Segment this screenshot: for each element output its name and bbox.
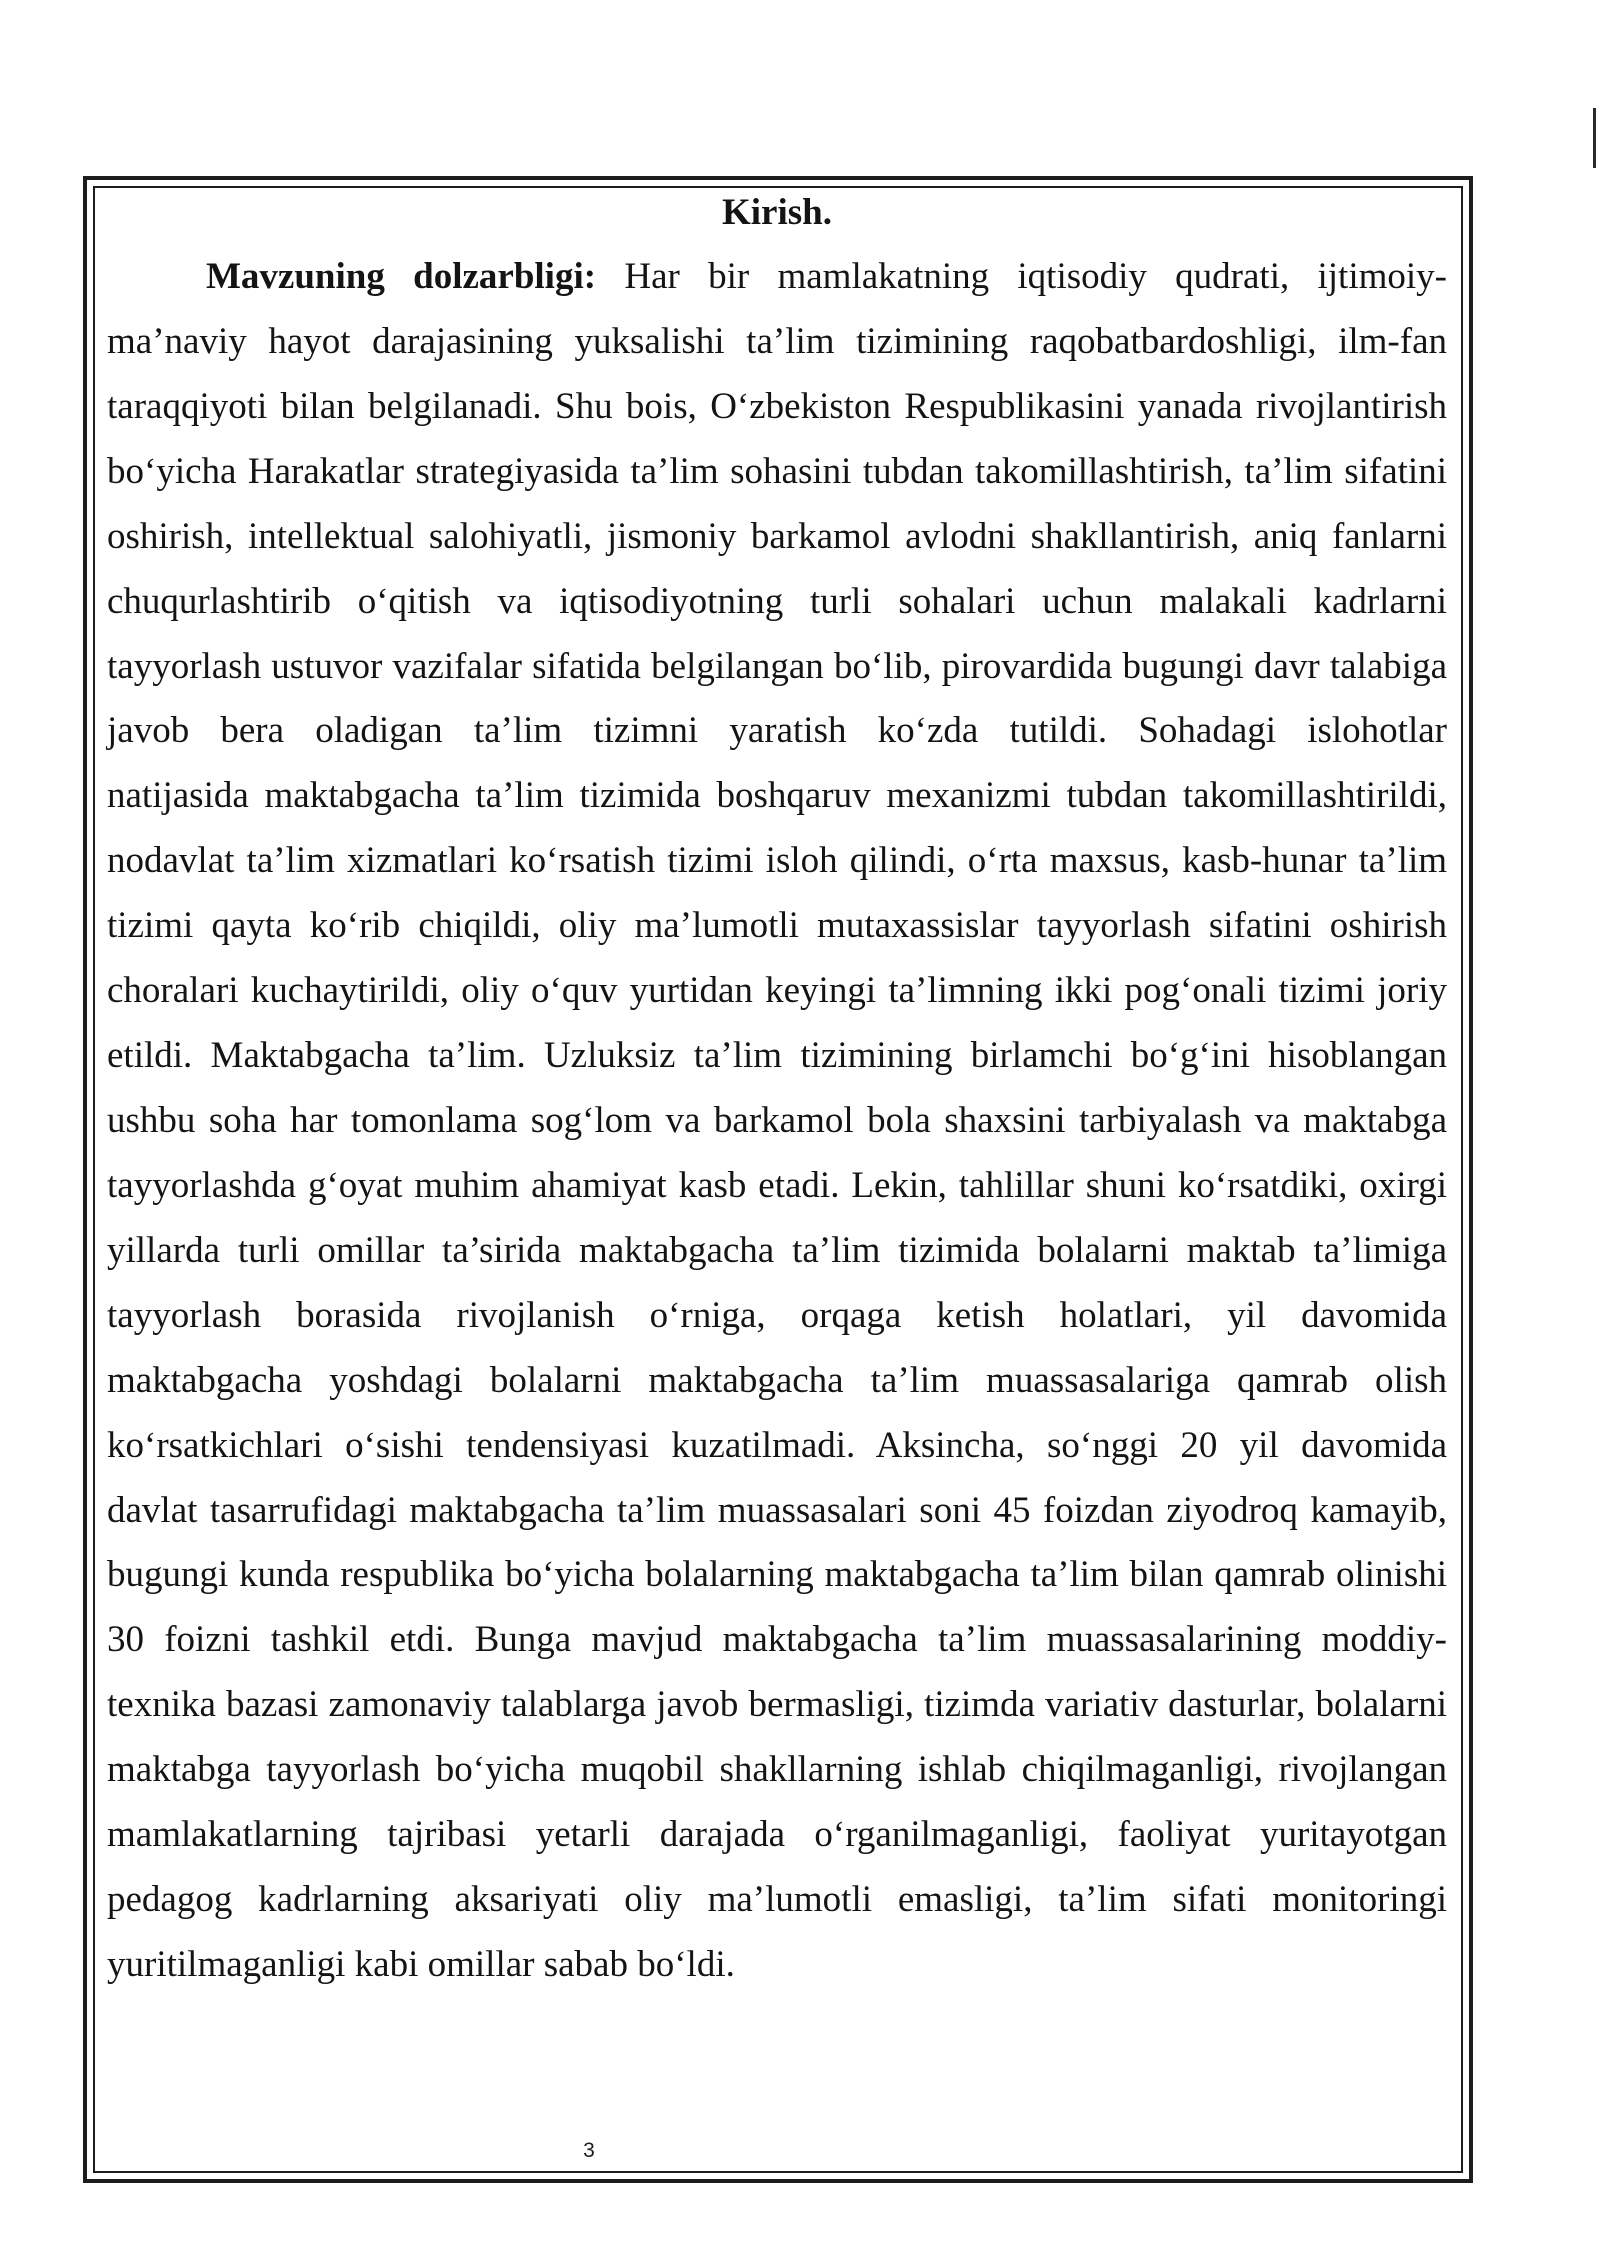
text-line: davlat tasarrufidagi maktabgacha ta’lim muassasalari soni 45 foizdan ziyodroq kamayib, (107, 1489, 1447, 1531)
text-line: ushbu soha har tomonlama sog‘lom va barkamol bola shaxsini tarbiyalash va maktabga (107, 1099, 1447, 1141)
text-line: ma’naviy hayot darajasining yuksalishi ta’lim tizimining raqobatbardoshligi, ilm-fan (107, 320, 1447, 362)
text-line: tayyorlashda g‘oyat muhim ahamiyat kasb etadi. Lekin, tahlillar shuni ko‘rsatdiki, oxirgi (107, 1164, 1447, 1206)
text-line: texnika bazasi zamonaviy talablarga javob bermasligi, tizimda variativ dasturlar, bolalarni (107, 1684, 1447, 1726)
text-line: yillarda turli omillar ta’sirida maktabgacha ta’lim tizimida bolalarni maktab ta’limiga (107, 1229, 1447, 1271)
text-line: pedagog kadrlarning aksariyati oliy ma’lumotli emasligi, ta’lim sifati monitoringi (107, 1879, 1447, 1921)
text-line: maktabga tayyorlash bo‘yicha muqobil shakllarning ishlab chiqilmaganligi, rivojlangan (107, 1749, 1447, 1791)
text-line: tizimi qayta ko‘rib chiqildi, oliy ma’lumotli mutaxassislar tayyorlash sifatini oshirish (107, 905, 1447, 947)
text-line: ko‘rsatkichlari o‘sishi tendensiyasi kuzatilmadi. Aksincha, so‘nggi 20 yil davomida (107, 1424, 1447, 1466)
text-line: taraqqiyoti bilan belgilanadi. Shu bois, O‘zbekiston Respublikasini yanada rivojlantirish (107, 385, 1447, 427)
text-line: 30 foizni tashkil etdi. Bunga mavjud maktabgacha ta’lim muassasalarining moddiy- (107, 1619, 1447, 1661)
text-line: bugungi kunda respublika bo‘yicha bolalarning maktabgacha ta’lim bilan qamrab olinishi (107, 1554, 1447, 1596)
body-paragraph (107, 245, 1447, 1998)
text-line: mamlakatlarning tajribasi yetarli darajada o‘rganilmaganligi, faoliyat yuritayotgan (107, 1814, 1447, 1856)
text-line-content: Har bir mamlakatning iqtisodiy qudrati, ijtimoiy- (624, 256, 1448, 297)
text-line: bo‘yicha Harakatlar strategiyasida ta’lim sohasini tubdan takomillashtirish, ta’lim sifatini (107, 450, 1447, 492)
page-number: 3 (583, 2139, 595, 2162)
text-line-last: yuritilmaganligi kabi omillar sabab bo‘ldi. (107, 1943, 735, 1985)
text-line: etildi. Maktabgacha ta’lim. Uzluksiz ta’lim tizimining birlamchi bo‘g‘ini hisoblangan (107, 1035, 1447, 1077)
text-line: natijasida maktabgacha ta’lim tizimida boshqaruv mexanizmi tubdan takomillashtirildi, (107, 775, 1447, 817)
text-line: tayyorlash ustuvor vazifalar sifatida belgilangan bo‘lib, pirovardida bugungi davr talabiga (107, 645, 1447, 687)
section-label: Mavzuning dolzarbligi: (206, 256, 597, 297)
text-line: choralari kuchaytirildi, oliy o‘quv yurtidan keyingi ta’limning ikki pog‘onali tizimi joriy (107, 970, 1447, 1012)
text-line: oshirish, intellektual salohiyatli, jismoniy barkamol avlodni shakllantirish, aniq fanlarni (107, 515, 1447, 557)
text-line: chuqurlashtirib o‘qitish va iqtisodiyotning turli sohalari uchun malakali kadrlarni (107, 580, 1447, 622)
text-line: nodavlat ta’lim xizmatlari ko‘rsatish tizimi isloh qilindi, o‘rta maxsus, kasb-hunar ta’lim (107, 840, 1447, 882)
text-line-first (107, 245, 1447, 310)
text-line: tayyorlash borasida rivojlanish o‘rniga, orqaga ketish holatlari, yil davomida (107, 1294, 1447, 1336)
text-line: javob bera oladigan ta’lim tizimni yaratish ko‘zda tutildi. Sohadagi islohotlar (107, 710, 1447, 752)
text-line: maktabgacha yoshdagi bolalarni maktabgacha ta’lim muassasalariga qamrab olish (107, 1359, 1447, 1401)
edge-mark (1593, 108, 1596, 168)
section-heading: Kirish. (722, 192, 832, 233)
